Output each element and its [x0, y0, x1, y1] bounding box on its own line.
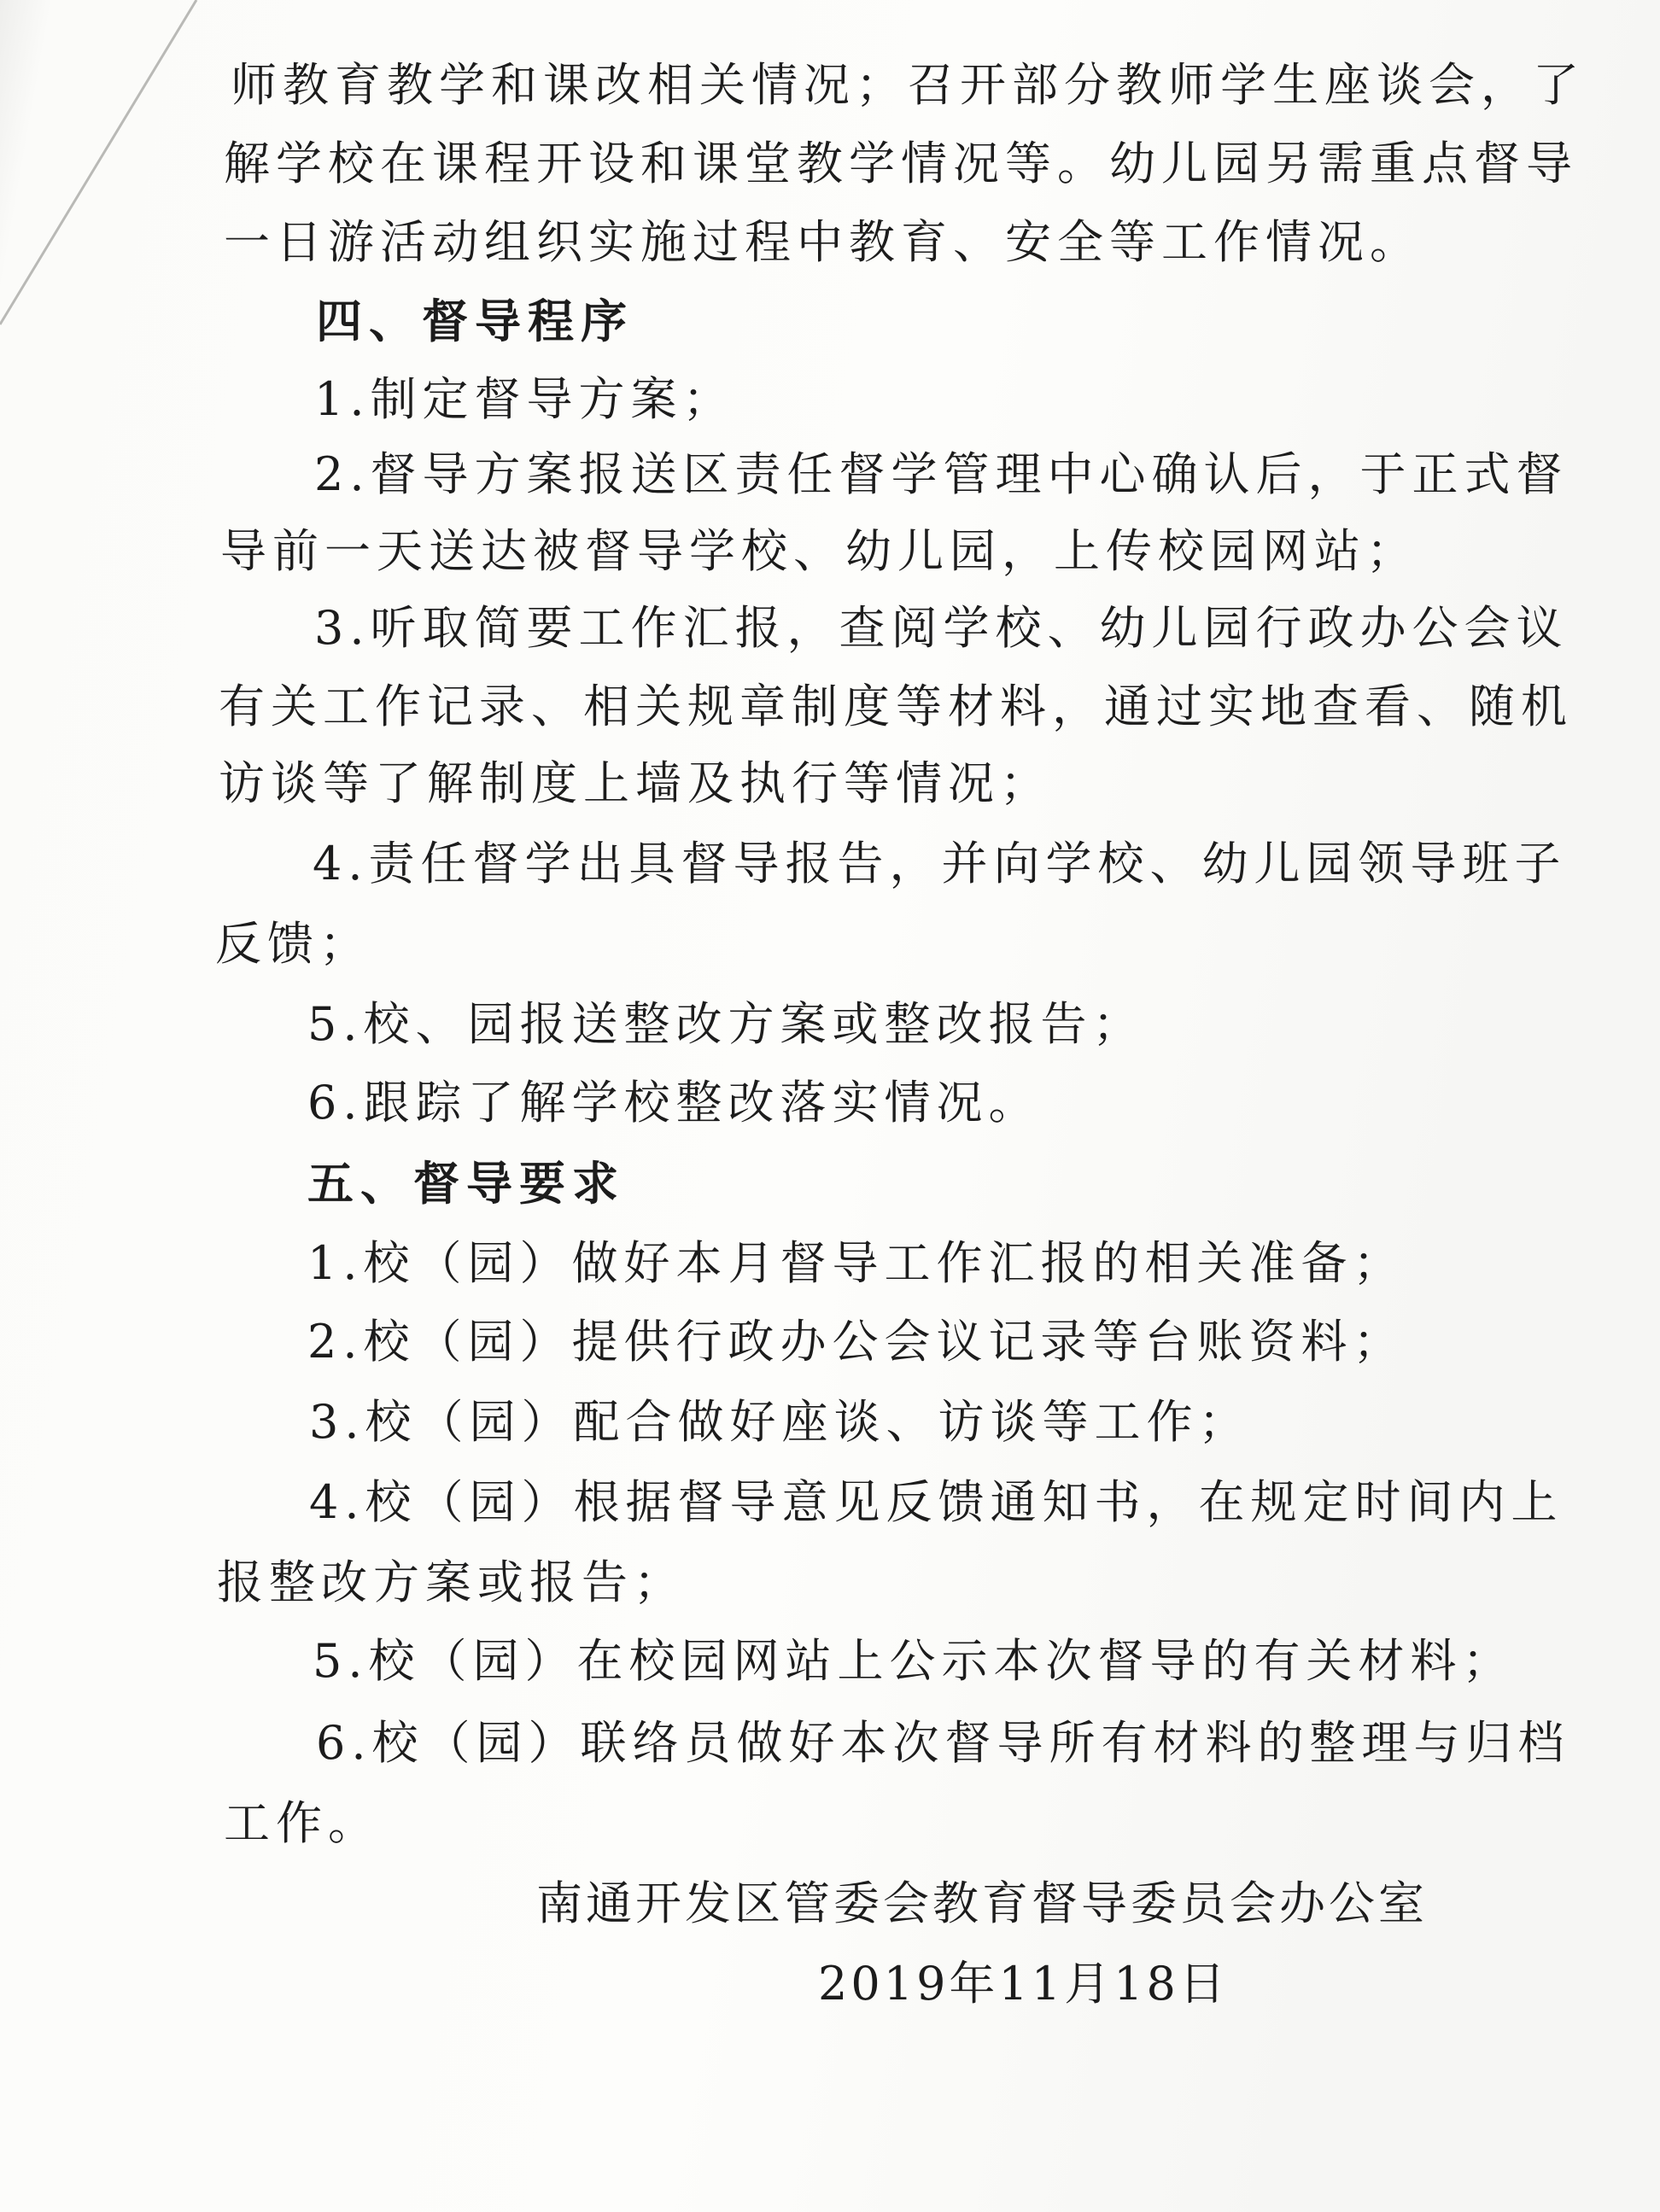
section-5-line-2: 2.校（园）提供行政办公会议记录等台账资料； [307, 1315, 1406, 1369]
section-5-line-6: 5.校（园）在校园网站上公示本次督导的有关材料； [313, 1634, 1515, 1688]
continuation-line-1: 师教育教学和课改相关情况；召开部分教师学生座谈会，了 [231, 58, 1585, 112]
section-4-line-3: 导前一天送达被督导学校、幼儿园，上传校园网站； [220, 524, 1418, 578]
section-5-line-5: 报整改方案或报告； [217, 1555, 686, 1609]
section-5-line-1: 1.校（园）做好本月督导工作汇报的相关准备； [307, 1236, 1406, 1290]
continuation-line-2: 解学校在课程开设和课堂教学情况等。幼儿园另需重点督导 [224, 137, 1578, 190]
section-4-line-8: 反馈； [215, 917, 371, 971]
section-4-line-5: 有关工作记录、相关规章制度等材料，通过实地查看、随机 [219, 680, 1573, 733]
section-4-line-2: 2.督导方案报送区责任督学管理中心确认后，于正式督 [314, 447, 1569, 501]
section-4-line-1: 1.制定督导方案； [314, 372, 735, 426]
issue-date: 2019年11月18日 [818, 1957, 1229, 2011]
section-4-line-6: 访谈等了解制度上墙及执行等情况； [219, 756, 1052, 810]
section-5-line-7: 6.校（园）联络员做好本次督导所有材料的整理与归档 [316, 1716, 1570, 1770]
section-5-line-3: 3.校（园）配合做好座谈、访谈等工作； [309, 1395, 1251, 1449]
section-4-line-4: 3.听取简要工作汇报，查阅学校、幼儿园行政办公会议 [314, 601, 1569, 655]
issuer-name: 南通开发区管委会教育督导委员会办公室 [536, 1876, 1428, 1930]
section-4-line-9: 5.校、园报送整改方案或整改报告； [307, 997, 1145, 1051]
section-5-heading: 五、督导要求 [307, 1156, 625, 1211]
section-4-heading: 四、督导程序 [316, 294, 634, 348]
continuation-line-3: 一日游活动组织实施过程中教育、安全等工作情况。 [224, 215, 1422, 269]
section-5-line-8: 工作。 [224, 1796, 380, 1850]
section-4-line-10: 6.跟踪了解学校整改落实情况。 [307, 1076, 1041, 1129]
section-5-line-4: 4.校（园）根据督导意见反馈通知书，在规定时间内上 [309, 1475, 1564, 1529]
section-4-line-7: 4.责任督学出具督导报告，并向学校、幼儿园领导班子 [313, 837, 1567, 890]
